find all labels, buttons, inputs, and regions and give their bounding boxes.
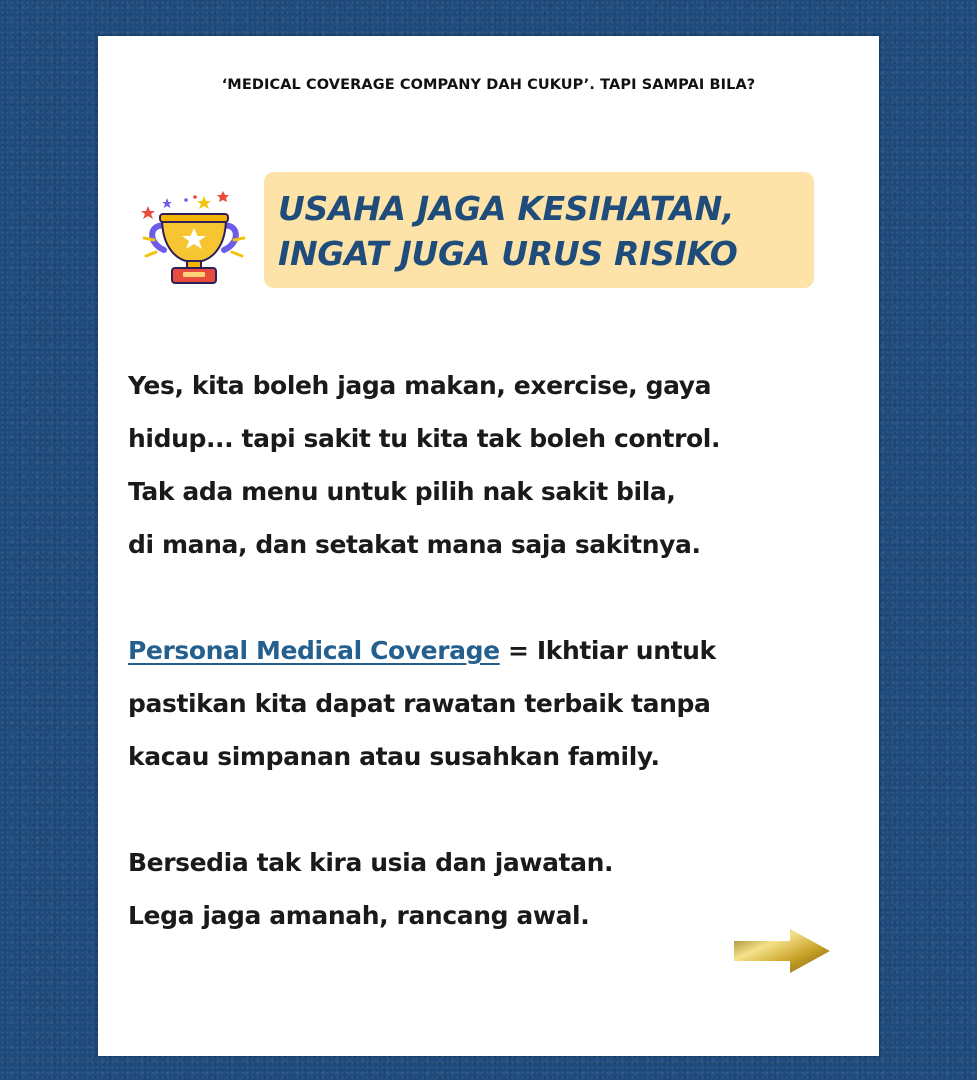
paragraph-line: Tak ada menu untuk pilih nak sakit bila, bbox=[128, 477, 676, 506]
paragraph-line: Bersedia tak kira usia dan jawatan. bbox=[128, 848, 614, 877]
headline-line-1: USAHA JAGA KESIHATAN, bbox=[278, 189, 735, 228]
slide-card bbox=[98, 36, 879, 1056]
paragraph-line: hidup... tapi sakit tu kita tak boleh control. bbox=[128, 424, 721, 453]
headline-banner bbox=[264, 172, 814, 288]
arrow-right-icon[interactable] bbox=[732, 927, 832, 975]
paragraph-intro bbox=[128, 359, 848, 571]
paragraph-line bbox=[128, 624, 848, 677]
paragraph-line: Yes, kita boleh jaga makan, exercise, gaya bbox=[128, 371, 712, 400]
headline-line-2: INGAT JUGA URUS RISIKO bbox=[278, 234, 738, 273]
paragraph-line: pastikan kita dapat rawatan terbaik tanpa bbox=[128, 689, 711, 718]
paragraph-coverage bbox=[128, 624, 848, 783]
slide-header: ‘MEDICAL COVERAGE COMPANY DAH CUKUP’. TAPI SAMPAI BILA? bbox=[221, 77, 756, 93]
personal-medical-coverage-link[interactable]: Personal Medical Coverage bbox=[128, 636, 500, 665]
paragraph-line: di mana, dan setakat mana saja sakitnya. bbox=[128, 530, 701, 559]
paragraph-line: Lega jaga amanah, rancang awal. bbox=[128, 901, 590, 930]
paragraph-line: kacau simpanan atau susahkan family. bbox=[128, 742, 660, 771]
headline-text bbox=[278, 186, 737, 276]
body-text bbox=[128, 359, 848, 995]
trophy-icon bbox=[136, 160, 252, 286]
paragraph-line-rest: = Ikhtiar untuk bbox=[499, 636, 716, 665]
